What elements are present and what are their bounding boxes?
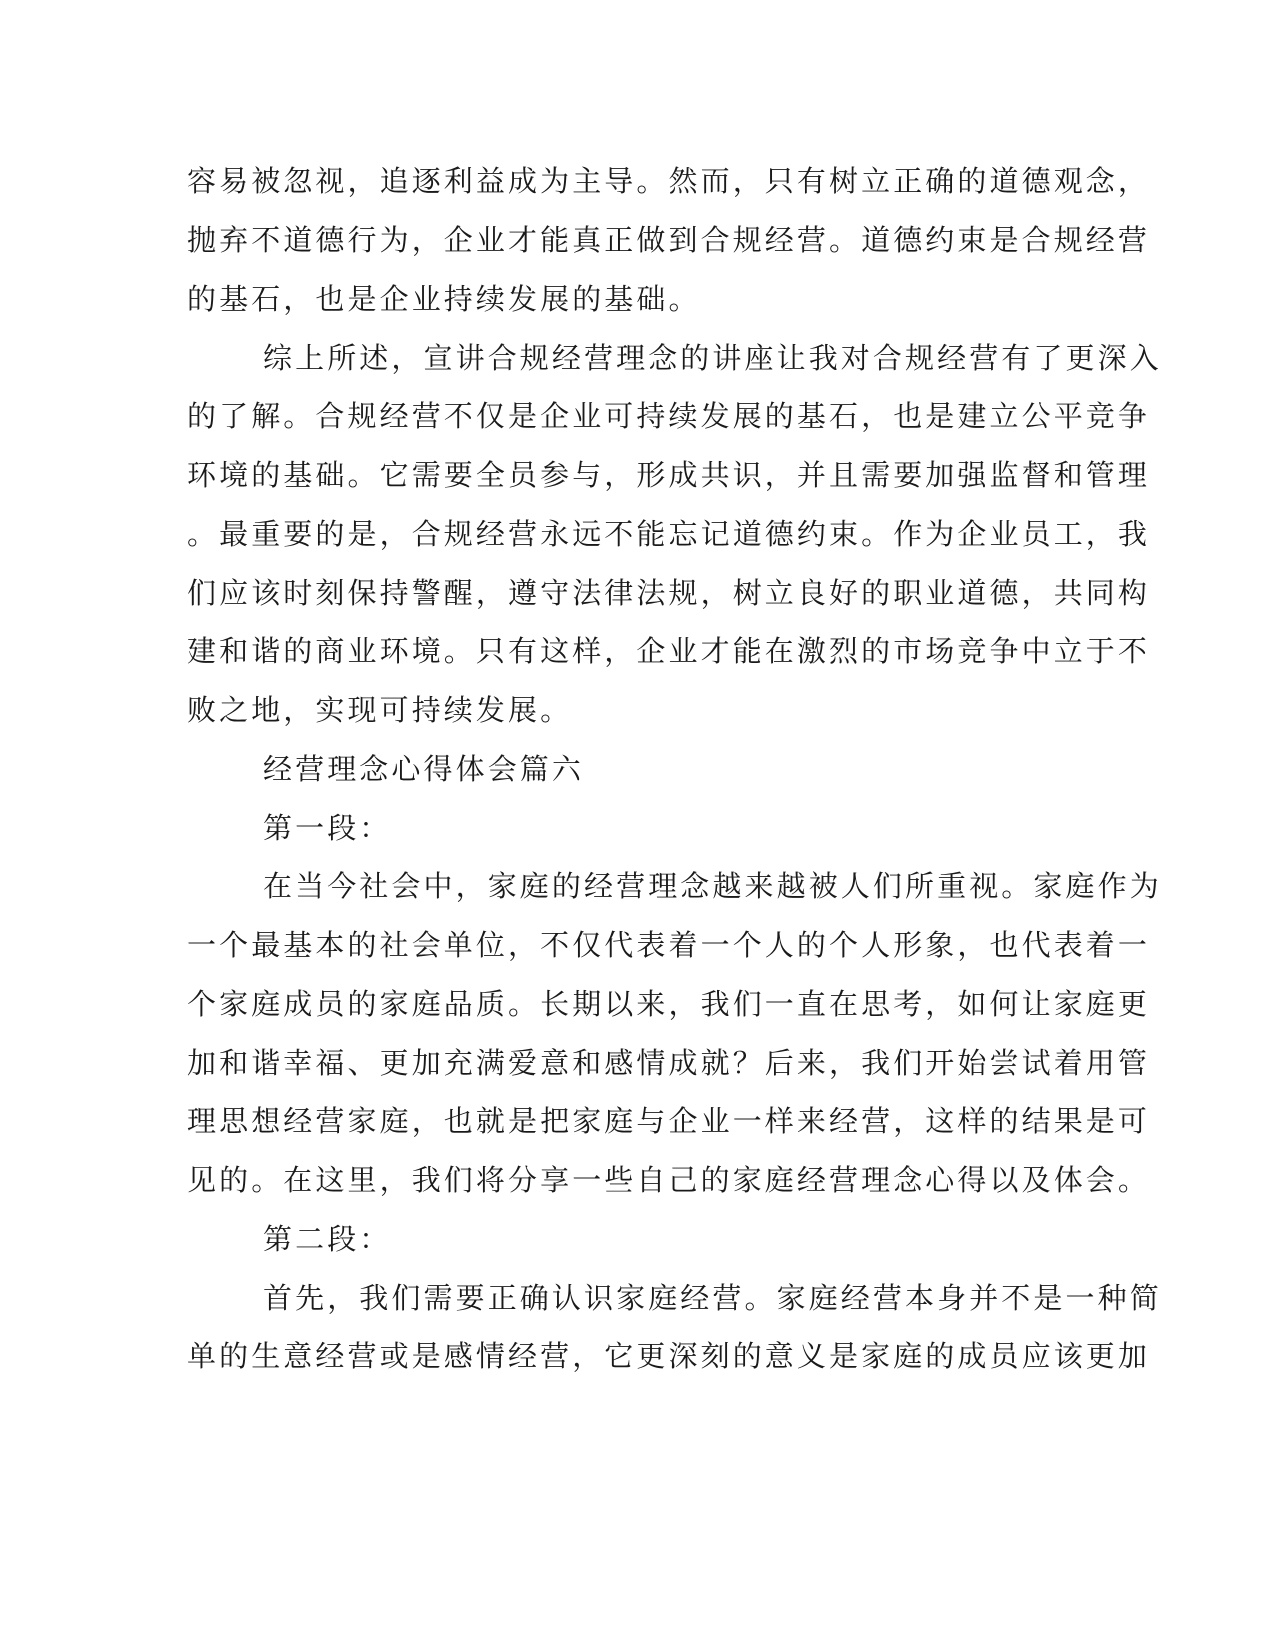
text-line: 建和谐的商业环境。只有这样，企业才能在激烈的市场竞争中立于不 [187, 634, 1151, 668]
section-heading: 经营理念心得体会篇六 [263, 752, 585, 786]
text-line: 容易被忽视，追逐利益成为主导。然而，只有树立正确的道德观念， [187, 164, 1151, 198]
text-line: 加和谐幸福、更加充满爱意和感情成就？后来，我们开始尝试着用管 [187, 1046, 1151, 1080]
text-line: 见的。在这里，我们将分享一些自己的家庭经营理念心得以及体会。 [187, 1163, 1151, 1197]
text-line: 单的生意经营或是感情经营，它更深刻的意义是家庭的成员应该更加 [187, 1339, 1151, 1373]
text-line: 的基石，也是企业持续发展的基础。 [187, 282, 701, 316]
text-line: 首先，我们需要正确认识家庭经营。家庭经营本身并不是一种简 [263, 1281, 1162, 1315]
text-line: 在当今社会中，家庭的经营理念越来越被人们所重视。家庭作为 [263, 869, 1162, 903]
text-line: 一个最基本的社会单位，不仅代表着一个人的个人形象，也代表着一 [187, 928, 1151, 962]
text-line: 。最重要的是，合规经营永远不能忘记道德约束。作为企业员工，我 [187, 517, 1151, 551]
text-line: 环境的基础。它需要全员参与，形成共识，并且需要加强监督和管理 [187, 458, 1151, 492]
paragraph-label: 第二段： [263, 1222, 392, 1256]
text-line: 们应该时刻保持警醒，遵守法律法规，树立良好的职业道德，共同构 [187, 576, 1151, 610]
paragraph-label: 第一段： [263, 811, 392, 845]
text-line: 的了解。合规经营不仅是企业可持续发展的基石，也是建立公平竞争 [187, 399, 1151, 433]
text-line: 综上所述，宣讲合规经营理念的讲座让我对合规经营有了更深入 [263, 341, 1162, 375]
text-line: 个家庭成员的家庭品质。长期以来，我们一直在思考，如何让家庭更 [187, 987, 1151, 1021]
text-line: 败之地，实现可持续发展。 [187, 693, 573, 727]
text-line: 理思想经营家庭，也就是把家庭与企业一样来经营，这样的结果是可 [187, 1104, 1151, 1138]
text-line: 抛弃不道德行为，企业才能真正做到合规经营。道德约束是合规经营 [187, 223, 1151, 257]
